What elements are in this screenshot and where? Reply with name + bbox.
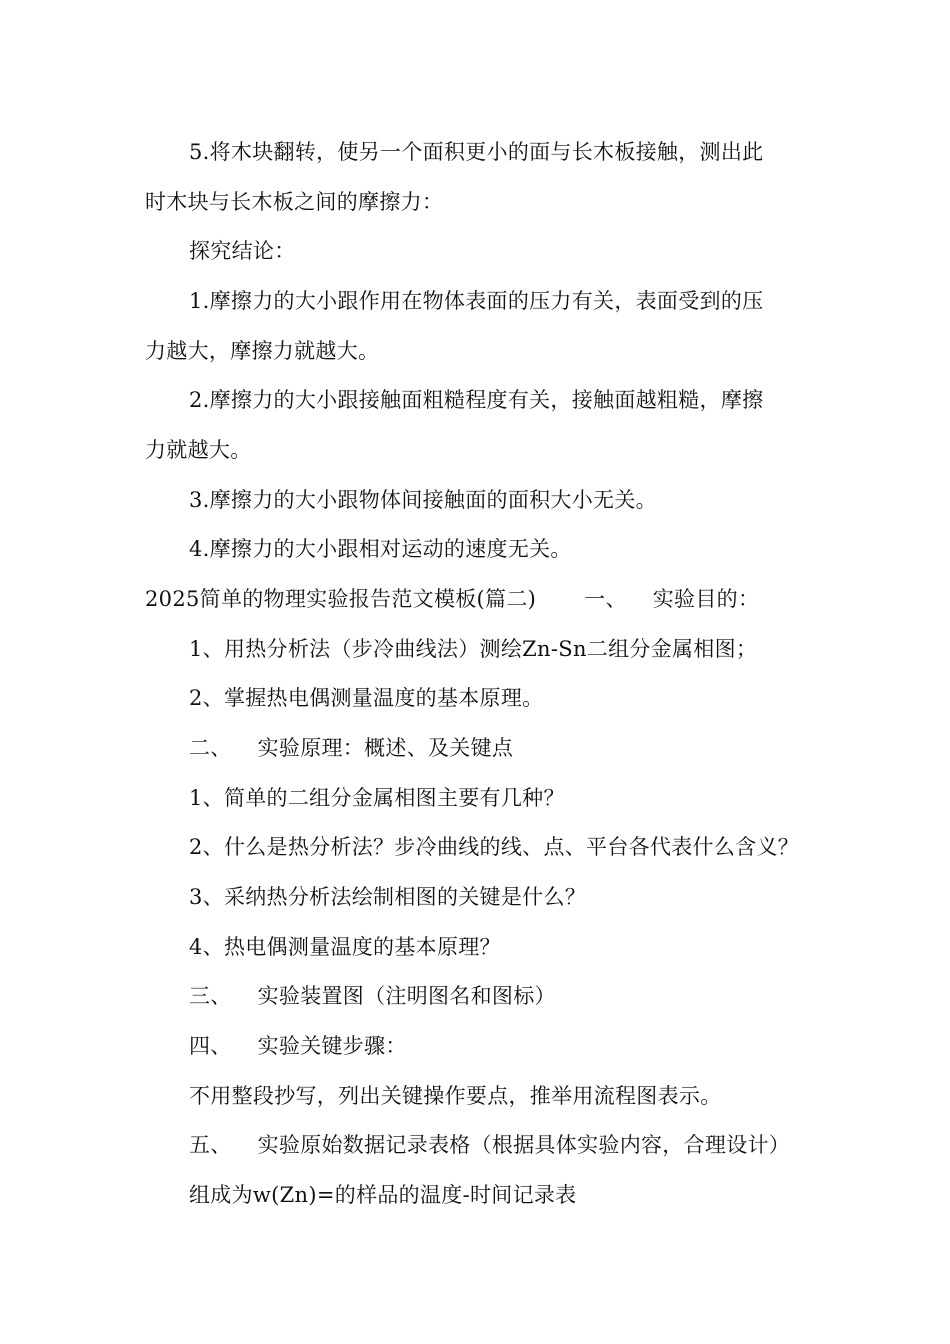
question-1: 1、简单的二组分金属相图主要有几种？: [189, 786, 565, 810]
section2-title: 实验原理：概述、及关键点: [257, 736, 514, 760]
step5-line1: 5.将木块翻转，使另一个面积更小的面与长木板接触，测出此: [189, 140, 764, 164]
section2-heading: [189, 734, 513, 762]
section4-body: 不用整段抄写，列出关键操作要点，推举用流程图表示。: [189, 1084, 722, 1108]
conclusion-4: 4.摩擦力的大小跟相对运动的速度无关。: [189, 537, 572, 561]
table-caption: 组成为w(Zn)=的样品的温度-时间记录表: [189, 1183, 577, 1207]
conclusion-1-line1: 1.摩擦力的大小跟作用在物体表面的压力有关，表面受到的压: [189, 289, 764, 313]
goal-2: 2、掌握热电偶测量温度的基本原理。: [189, 686, 544, 710]
question-4: 4、热电偶测量温度的基本原理？: [189, 935, 501, 959]
section4-heading: [189, 1032, 407, 1060]
section5-label: 五、: [189, 1133, 232, 1157]
conclusion-heading: 探究结论：: [189, 239, 296, 263]
question-3: 3、采纳热分析法绘制相图的关键是什么？: [189, 885, 587, 909]
conclusion-2-line2: 力就越大。: [145, 438, 252, 462]
section5-heading: [189, 1131, 790, 1159]
section1-title: 实验目的：: [652, 587, 760, 611]
section3-label: 三、: [189, 984, 232, 1008]
section4-title: 实验关键步骤：: [257, 1034, 407, 1058]
section1-label: 一、: [584, 587, 627, 611]
conclusion-3: 3.摩擦力的大小跟物体间接触面的面积大小无关。: [189, 488, 657, 512]
section2-label: 二、: [189, 736, 232, 760]
part2-title: 2025简单的物理实验报告范文模板(篇二): [145, 587, 537, 611]
conclusion-2-line1: 2.摩擦力的大小跟接触面粗糙程度有关，接触面越粗糙，摩擦: [189, 388, 764, 412]
question-2: 2、什么是热分析法？步冷曲线的线、点、平台各代表什么含义？: [189, 835, 800, 859]
goal-1: 1、用热分析法（步冷曲线法）测绘Zn-Sn二组分金属相图；: [189, 637, 758, 661]
section5-title: 实验原始数据记录表格（根据具体实验内容，合理设计）: [257, 1133, 791, 1157]
section3-title: 实验装置图（注明图名和图标）: [257, 984, 556, 1008]
section3-heading: [189, 982, 556, 1010]
section4-label: 四、: [189, 1034, 232, 1058]
conclusion-1-line2: 力越大，摩擦力就越大。: [145, 339, 380, 363]
section-title-row: [145, 585, 759, 613]
step5-line2: 时木块与长木板之间的摩擦力：: [145, 190, 444, 214]
